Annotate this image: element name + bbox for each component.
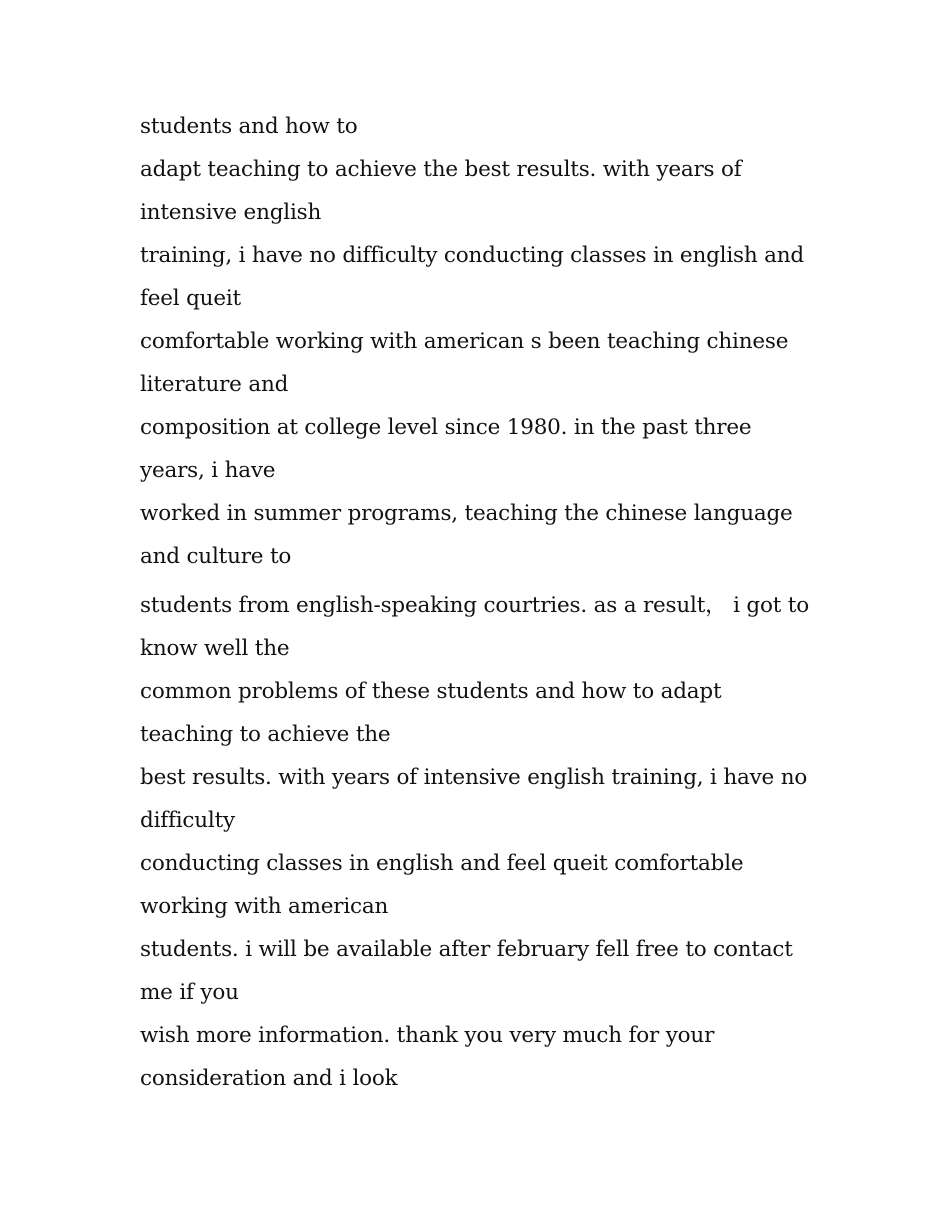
text-line: wish more information. thank you very much for your consideration and i look [140, 1023, 715, 1091]
text-line: students and how to [140, 114, 358, 139]
document-body [140, 105, 820, 1100]
text-line: composition at college level since 1980. in the past three years, i have [140, 415, 752, 483]
text-line: students from english-speaking courtries. as a result， i got to know well the [140, 593, 809, 661]
text-line: common problems of these students and how to adapt teaching to achieve the [140, 679, 722, 747]
text-line: conducting classes in english and feel queit comfortable working with american [140, 851, 744, 919]
text-line: training, i have no difficulty conducting classes in english and feel queit [140, 243, 804, 311]
text-line: adapt teaching to achieve the best results. with years of intensive english [140, 157, 742, 225]
text-line: worked in summer programs, teaching the chinese language and culture to [140, 501, 793, 569]
text-line: best results. with years of intensive english training, i have no difficulty [140, 765, 808, 833]
text-line: students. i will be available after february fell free to contact me if you [140, 937, 793, 1005]
text-line: comfortable working with american s been teaching chinese literature and [140, 329, 789, 397]
